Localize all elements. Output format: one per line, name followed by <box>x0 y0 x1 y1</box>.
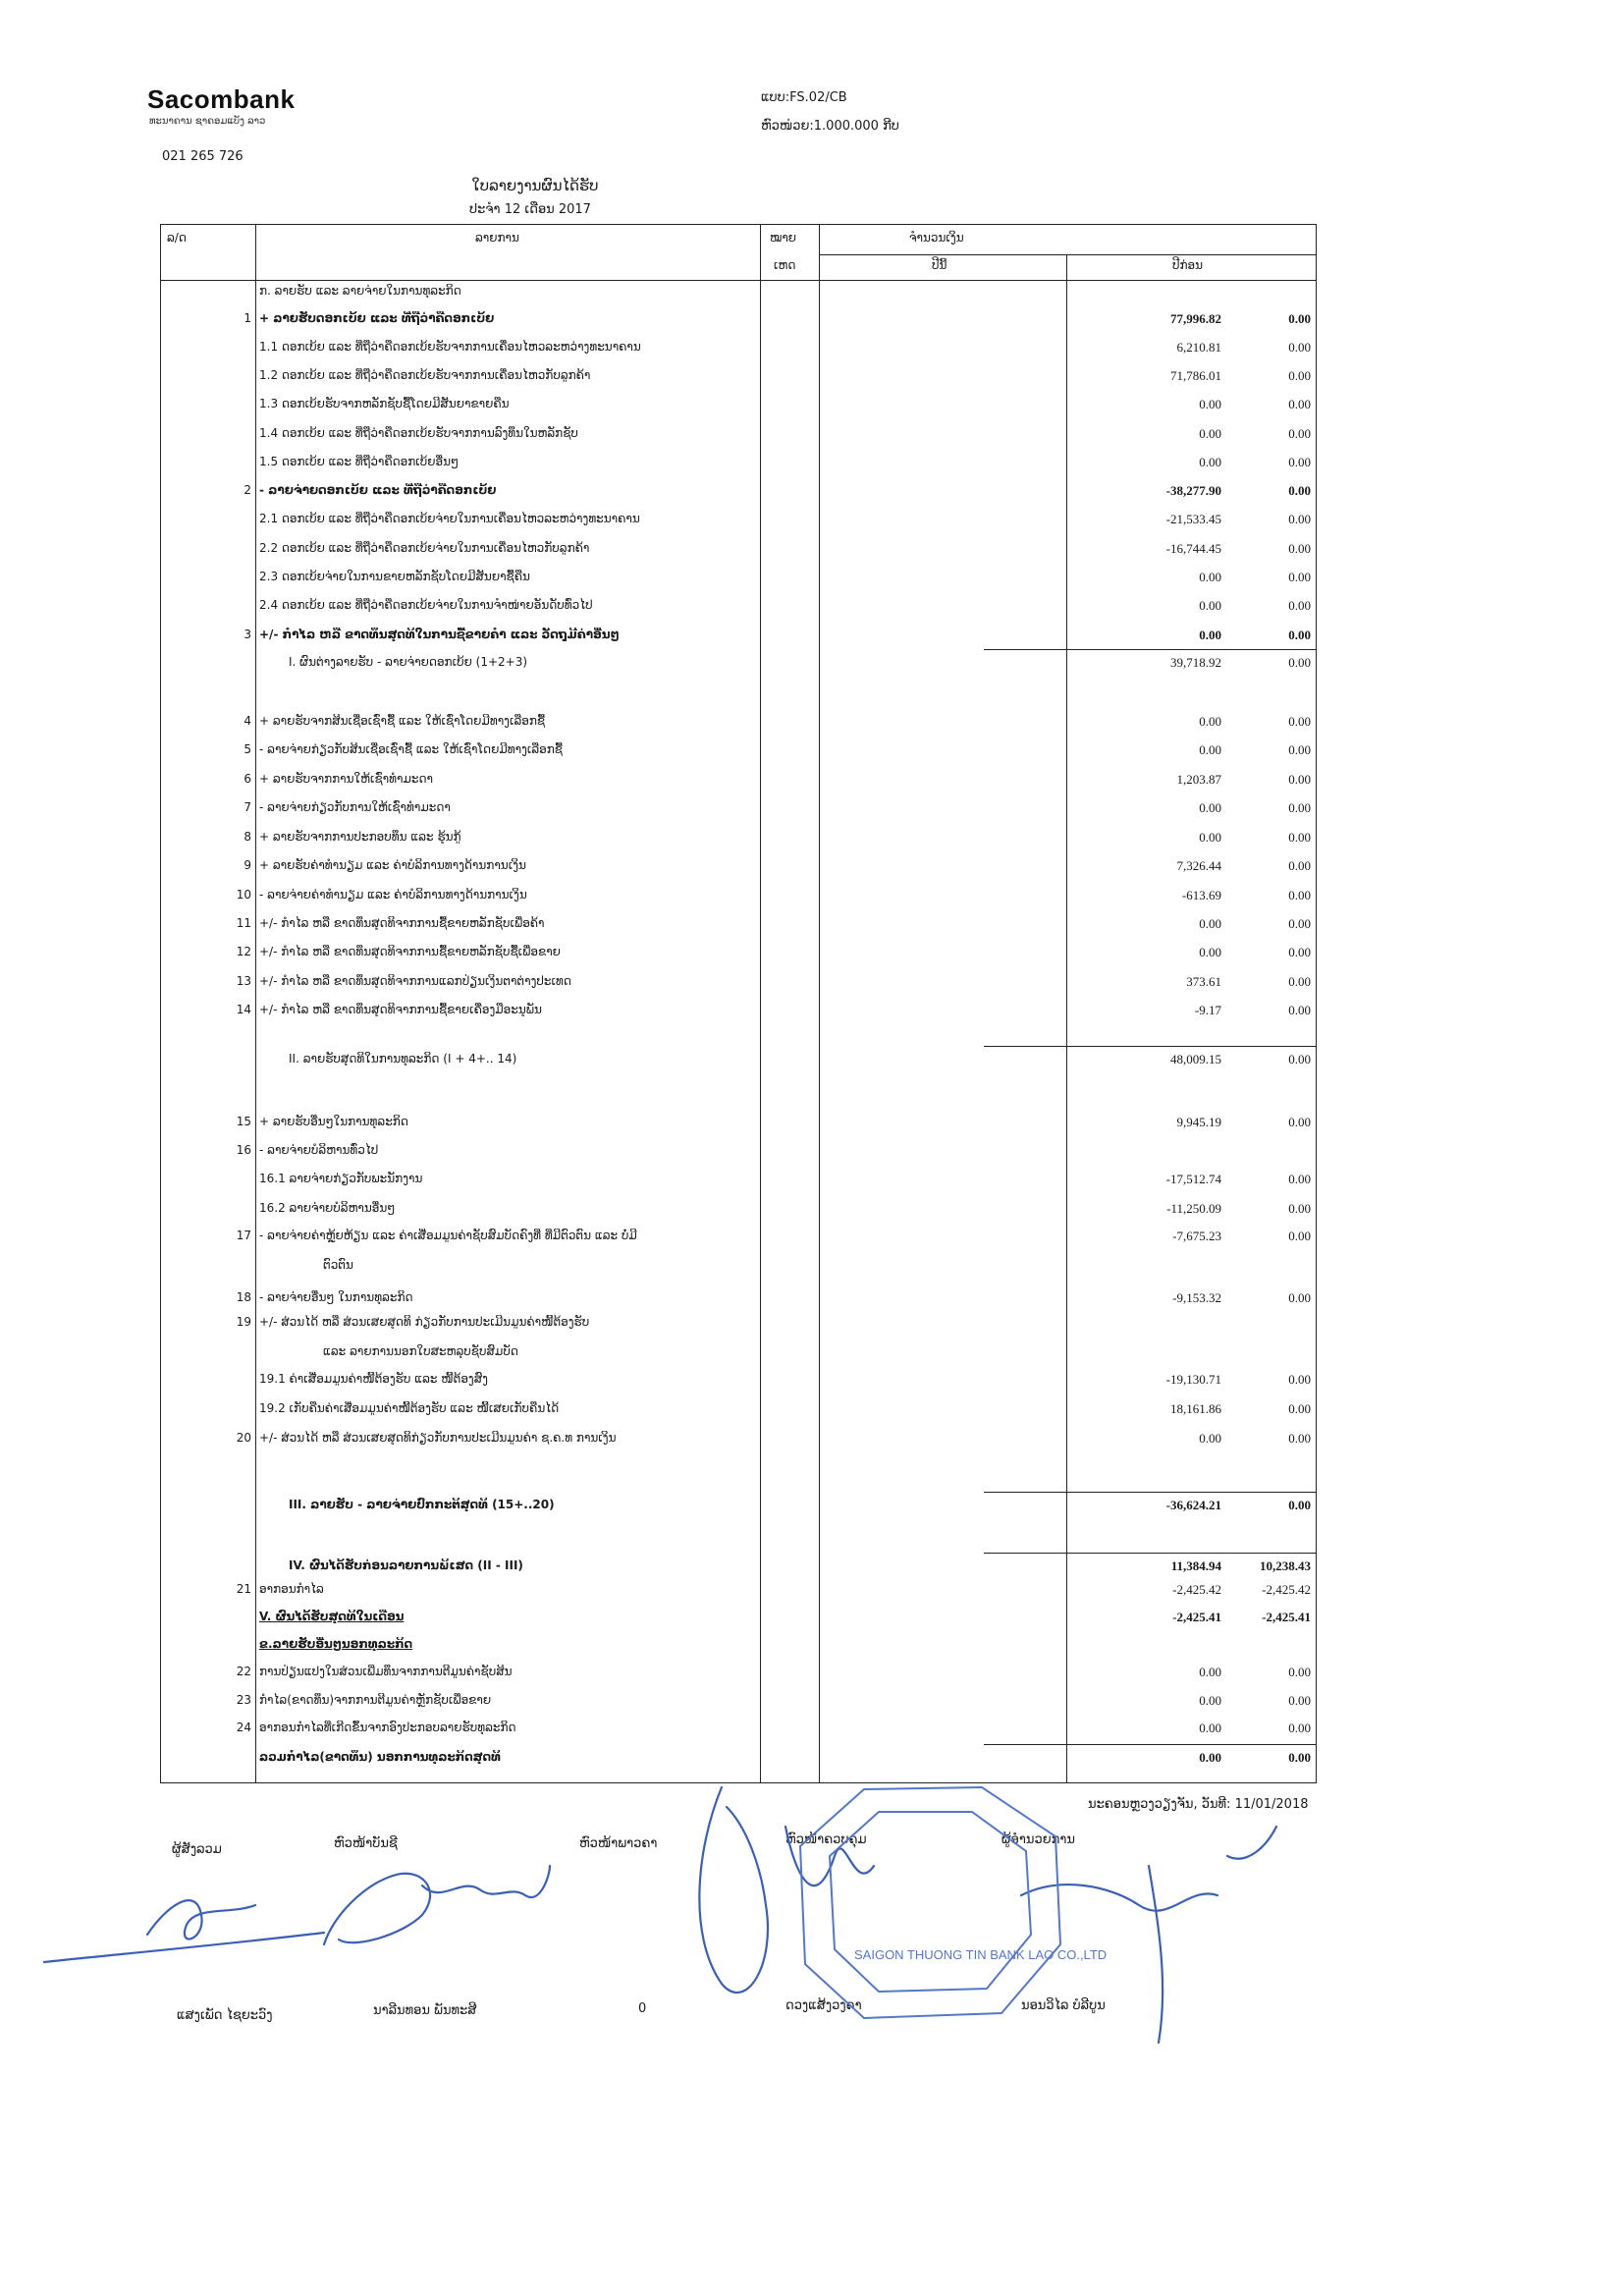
table-row <box>161 714 1318 736</box>
row-label: ອາກອນກໍາໄລທີ່ເກີດຂຶ້ນຈາກອົງປະກອບລາຍຮັບທຸລະກິດ <box>259 1721 516 1734</box>
subtotal-rule <box>984 1744 1316 1745</box>
table-row <box>161 541 1318 563</box>
row-label: - ລາຍຈ່າຍກ່ຽວກັບການໃຫ້ເຊົ່າທໍາມະດາ <box>259 800 451 814</box>
row-previous-year: 0.00 <box>1288 368 1311 383</box>
table-row <box>161 655 1318 677</box>
table-row <box>161 1201 1318 1223</box>
row-current-year: 71,786.01 <box>1170 368 1221 383</box>
subtotal-rule <box>984 649 1316 650</box>
row-label: 1.3 ດອກເບ້ຍຮັບຈາກຫລັກຊັບຊື້ໂດຍມີສັນຍາຂາຍຄືນ <box>259 397 510 410</box>
row-current-year: -19,130.71 <box>1165 1372 1221 1387</box>
row-previous-year: 0.00 <box>1288 512 1311 526</box>
row-current-year: 0.00 <box>1199 598 1221 613</box>
row-label: - ລາຍຈ່າຍດອກເບ້ຍ ແລະ ທີ່ຖືວ່າຄືດອກເບ້ຍ <box>259 483 497 497</box>
row-current-year: 0.00 <box>1199 714 1221 729</box>
header-item: ລາຍການ <box>475 231 519 245</box>
table-row <box>161 945 1318 966</box>
table-row <box>161 1401 1318 1423</box>
row-previous-year: 0.00 <box>1288 1229 1311 1243</box>
row-current-year: 0.00 <box>1199 628 1221 642</box>
row-current-year: 6,210.81 <box>1176 340 1221 355</box>
row-label: ການປ່ຽນແປງໃນສ່ວນເພີ່ມທຶນຈາກການຕີມູນຄ່າຊັບສິນ <box>259 1665 513 1678</box>
row-label: 2.4 ດອກເບ້ຍ ແລະ ທີ່ຖືວ່າຄືດອກເບ້ຍຈ່າຍໃນການຈໍາໜ່າຍອັນດັບທົ່ວໄປ <box>259 598 593 612</box>
row-number: 1 <box>243 311 251 325</box>
row-current-year: 0.00 <box>1199 1693 1221 1708</box>
row-previous-year: 0.00 <box>1288 1750 1311 1765</box>
table-row <box>161 974 1318 996</box>
table-row <box>161 1721 1318 1742</box>
table-row <box>161 1229 1318 1250</box>
table-row <box>161 1172 1318 1193</box>
table-row <box>161 368 1318 390</box>
row-label: 2.3 ດອກເບ້ຍຈ່າຍໃນການຂາຍຫລັກຊັບໂດຍມີສັນຍາຊື້ຄືນ <box>259 570 530 583</box>
table-row <box>161 397 1318 418</box>
row-previous-year: 0.00 <box>1288 397 1311 411</box>
row-current-year: 77,996.82 <box>1170 311 1221 326</box>
table-row <box>161 455 1318 476</box>
signatures-stamp-graphic <box>0 1768 1623 2062</box>
row-label: +/- ສ່ວນໄດ້ ຫລື ສ່ວນເສຍສຸດທິ ກ່ຽວກັບການປະເມີນມູນຄ່າໜີ້ຕ້ອງຮັບ <box>259 1315 590 1329</box>
table-row <box>161 1637 1318 1659</box>
sig-name-chief-accountant: ນາລີນທອນ ພັນທະສີ <box>373 2003 477 2018</box>
row-number: 10 <box>236 888 251 902</box>
table-row <box>161 1610 1318 1631</box>
header-amount: ຈໍານວນເງິນ <box>909 231 964 245</box>
table-row <box>161 284 1318 305</box>
header-previous-year: ປີກ່ອນ <box>1172 258 1204 272</box>
table-row <box>161 1498 1318 1519</box>
row-label: + ລາຍຮັບຈາກສິນເຊື່ອເຊົ່າຊື້ ແລະ ໃຫ້ເຊົ່າໂດຍມີທາງເລືອກຊື້ <box>259 714 546 728</box>
stamp-text: SAIGON THUONG TIN BANK LAO CO.,LTD <box>854 1947 1108 1962</box>
header-note-top: ໝາຍ <box>770 231 797 245</box>
row-current-year: 48,009.15 <box>1170 1052 1221 1066</box>
row-label: 1.4 ດອກເບ້ຍ ແລະ ທີ່ຖືວ່າຄືດອກເບ້ຍຮັບຈາກການລົງທຶນໃນຫລັກຊັບ <box>259 426 578 440</box>
row-previous-year: 0.00 <box>1288 916 1311 931</box>
row-previous-year: 0.00 <box>1288 340 1311 355</box>
row-label: 16.1 ລາຍຈ່າຍກ່ຽວກັບພະນັກງານ <box>259 1172 423 1185</box>
sig-name-control: ດວງແສ້ງວງຄາ <box>785 1998 862 2013</box>
subtotal-rule <box>984 1046 1316 1047</box>
row-label: ກ. ລາຍຮັບ ແລະ ລາຍຈ່າຍໃນການທຸລະກິດ <box>259 284 461 298</box>
row-number: 22 <box>236 1665 251 1678</box>
row-previous-year: -2,425.41 <box>1262 1610 1311 1624</box>
row-previous-year: 0.00 <box>1288 455 1311 469</box>
row-number: 18 <box>236 1290 251 1304</box>
row-label: +/- ກໍາໄລ ຫລື ຂາດທຶນສຸດທິຈາກການຊື້ຂາຍຫລັກຊັບເພື່ອຄ້າ <box>259 916 545 930</box>
row-label: IV. ຜົນໄດ້ຮັບກ່ອນລາຍການພິເສດ (II - III) <box>289 1558 523 1572</box>
row-previous-year: 0.00 <box>1288 1172 1311 1186</box>
row-label: 19.1 ຄ່າເສື່ອມມູນຄ່າໜີ້ຕ້ອງຮັບ ແລະ ໜີ້ຕ້ອງສົງ <box>259 1372 488 1386</box>
row-previous-year: 0.00 <box>1288 570 1311 584</box>
row-previous-year: 0.00 <box>1288 1665 1311 1679</box>
row-number: 17 <box>236 1229 251 1242</box>
table-row <box>161 830 1318 851</box>
row-label: 19.2 ເກັບຄືນຄ່າເສື່ອມມູນຄ່າໜີ້ຕ້ອງຮັບ ແລະ ໜີ້ເສຍເກັບຄືນໄດ້ <box>259 1401 560 1415</box>
row-current-year: -2,425.42 <box>1172 1582 1221 1597</box>
row-previous-year: 0.00 <box>1288 1290 1311 1305</box>
row-number: 11 <box>236 916 251 930</box>
table-row <box>161 311 1318 333</box>
table-row <box>161 1431 1318 1452</box>
row-previous-year: 0.00 <box>1288 714 1311 729</box>
report-date: ນະຄອນຫຼວງວຽງຈັນ, ວັນທີ: 11/01/2018 <box>1088 1797 1309 1812</box>
table-row <box>161 1558 1318 1580</box>
row-current-year: 0.00 <box>1199 945 1221 959</box>
row-previous-year: 0.00 <box>1288 1721 1311 1735</box>
row-previous-year: 0.00 <box>1288 974 1311 989</box>
row-number: 7 <box>243 800 251 814</box>
subtotal-rule <box>984 1553 1316 1554</box>
row-previous-year: 0.00 <box>1288 742 1311 757</box>
row-number: 5 <box>243 742 251 756</box>
row-previous-year: 0.00 <box>1288 1201 1311 1216</box>
row-number: 13 <box>236 974 251 988</box>
row-previous-year: 0.00 <box>1288 1115 1311 1129</box>
row-previous-year: 0.00 <box>1288 1401 1311 1416</box>
row-current-year: 1,203.87 <box>1176 772 1221 787</box>
row-current-year: 9,945.19 <box>1176 1115 1221 1129</box>
form-code: ແບບ:FS.02/CB <box>761 90 847 105</box>
row-current-year: 0.00 <box>1199 800 1221 815</box>
row-label: + ລາຍຮັບດອກເບ້ຍ ແລະ ທີ່ຖືວ່າຄືດອກເບ້ຍ <box>259 311 495 325</box>
table-row <box>161 1143 1318 1165</box>
bank-logo-subtitle: ທະນາຄານ ຊາຄອມແບັງ ລາວ <box>149 116 266 127</box>
row-current-year: -9.17 <box>1194 1003 1221 1017</box>
table-row <box>161 1372 1318 1394</box>
row-previous-year: 0.00 <box>1288 628 1311 642</box>
row-label: 2.1 ດອກເບ້ຍ ແລະ ທີ່ຖືວ່າຄືດອກເບ້ຍຈ່າຍໃນການເຄື່ອນໄຫວລະຫວ່າງທະນາຄານ <box>259 512 640 525</box>
row-previous-year: 0.00 <box>1288 541 1311 556</box>
row-previous-year: 0.00 <box>1288 888 1311 902</box>
row-current-year: 18,161.86 <box>1170 1401 1221 1416</box>
row-label: ກໍາໄລ(ຂາດທຶນ)ຈາກການຕີມູນຄ່າຫຼັກຊັບເພື່ອຂາຍ <box>259 1693 492 1707</box>
row-previous-year: 0.00 <box>1288 1693 1311 1708</box>
table-row <box>161 512 1318 533</box>
row-label: + ລາຍຮັບຄ່າທໍານຽມ ແລະ ຄ່າບໍລິການທາງດ້ານການເງິນ <box>259 858 526 872</box>
table-row <box>161 1665 1318 1686</box>
table-row <box>161 426 1318 448</box>
row-label: +/- ກໍາໄລ ຫລື ຂາດທຶນສຸດທິໃນການຊື້ຂາຍຄໍາ ແລະ ວັດຖຸມີຄ່າອື່ນໆ <box>259 628 620 641</box>
row-current-year: -16,744.45 <box>1165 541 1221 556</box>
sig-name-preparer: ແສງເພັດ ໄຊຍະວົງ <box>177 2008 273 2023</box>
row-number: 15 <box>236 1115 251 1128</box>
row-current-year: 0.00 <box>1199 397 1221 411</box>
row-label: + ລາຍຮັບອື່ນໆໃນການທຸລະກິດ <box>259 1115 408 1128</box>
row-current-year: 0.00 <box>1199 455 1221 469</box>
row-label: I. ຜົນຕ່າງລາຍຮັບ - ລາຍຈ່າຍດອກເບ້ຍ (1+2+3) <box>289 655 528 669</box>
row-previous-year: 0.00 <box>1288 1431 1311 1446</box>
table-row <box>161 1258 1318 1280</box>
row-label: - ລາຍຈ່າຍຄ່າຫຼຸ້ຍຫ້ຽນ ແລະ ຄ່າເສື່ອມມູນຄ່າຊັບສົມບັດຄົງທີ່ ທີ່ມີຕົວຕົນ ແລະ ບໍ່ມີ <box>259 1229 637 1242</box>
row-label: 1.5 ດອກເບ້ຍ ແລະ ທີ່ຖືວ່າຄືດອກເບ້ຍອື່ນໆ <box>259 455 460 468</box>
row-current-year: -38,277.90 <box>1165 483 1221 498</box>
row-current-year: -36,624.21 <box>1165 1498 1221 1512</box>
row-number: 9 <box>243 858 251 872</box>
row-current-year: 0.00 <box>1199 1721 1221 1735</box>
row-current-year: -17,512.74 <box>1165 1172 1221 1186</box>
table-row <box>161 570 1318 591</box>
row-number: 3 <box>243 628 251 641</box>
row-label: II. ລາຍຮັບສຸດທິໃນການທຸລະກິດ (I + 4+.. 14) <box>289 1052 517 1066</box>
row-label: ລວມກໍາໄລ(ຂາດທຶນ) ນອກການທຸລະກິດສຸດທິ <box>259 1750 501 1764</box>
row-number: 23 <box>236 1693 251 1707</box>
row-current-year: 0.00 <box>1199 1665 1221 1679</box>
row-current-year: 0.00 <box>1199 1431 1221 1446</box>
row-label: 2.2 ດອກເບ້ຍ ແລະ ທີ່ຖືວ່າຄືດອກເບ້ຍຈ່າຍໃນການເຄື່ອນໄຫວກັບລູກຄ້າ <box>259 541 590 555</box>
row-label: 1.1 ດອກເບ້ຍ ແລະ ທີ່ຖືວ່າຄືດອກເບ້ຍຮັບຈາກການເຄື່ອນໄຫວລະຫວ່າງທະນາຄານ <box>259 340 641 354</box>
row-previous-year: 0.00 <box>1288 598 1311 613</box>
row-current-year: -2,425.41 <box>1172 1610 1221 1624</box>
row-label: - ລາຍຈ່າຍກ່ຽວກັບສິນເຊື່ອເຊົ່າຊື້ ແລະ ໃຫ້ເຊົ່າໂດຍມີທາງເລືອກຊື້ <box>259 742 563 756</box>
row-label: +/- ສ່ວນໄດ້ ຫລື ສ່ວນເສຍສຸດທິກ່ຽວກັບການປະເມີນມູນຄ່າ ຊ.ຄ.ທ ການເງິນ <box>259 1431 617 1445</box>
table-row <box>161 800 1318 822</box>
row-previous-year: 0.00 <box>1288 311 1311 326</box>
row-number: 12 <box>236 945 251 958</box>
phone-number: 021 265 726 <box>162 149 243 164</box>
table-row <box>161 1115 1318 1136</box>
table-row <box>161 1693 1318 1715</box>
sig-label-director: ຜູ້ອໍານວຍການ <box>1001 1832 1075 1847</box>
sig-label-control: ຫົວໜ້າຄວບຄຸມ <box>785 1832 867 1847</box>
row-previous-year: 0.00 <box>1288 830 1311 845</box>
row-previous-year: 0.00 <box>1288 858 1311 873</box>
row-label: 1.2 ດອກເບ້ຍ ແລະ ທີ່ຖືວ່າຄືດອກເບ້ຍຮັບຈາກການເຄື່ອນໄຫວກັບລູກຄ້າ <box>259 368 591 382</box>
row-label: ອາກອນກໍາໄລ <box>259 1582 324 1596</box>
row-label: ຂ.ລາຍຮັບອື່ນໆນອກທຸລະກິດ <box>259 1637 413 1651</box>
row-previous-year: 0.00 <box>1288 1052 1311 1066</box>
row-label: - ລາຍຈ່າຍຄ່າທໍານຽມ ແລະ ຄ່າບໍລິການທາງດ້ານການເງິນ <box>259 888 527 902</box>
row-current-year: 0.00 <box>1199 916 1221 931</box>
row-previous-year: -2,425.42 <box>1262 1582 1311 1597</box>
row-current-year: 0.00 <box>1199 570 1221 584</box>
row-label: V. ຜົນໄດ້ຮັບສຸດທິໃນເດືອນ <box>259 1610 405 1623</box>
row-label: +/- ກໍາໄລ ຫລື ຂາດທຶນສຸດທິຈາກການແລກປ່ຽນເງິນຕາຕ່າງປະເທດ <box>259 974 571 988</box>
row-label: ແລະ ລາຍການນອກໃບສະຫລຸບຊັບສົມບັດ <box>323 1344 518 1358</box>
row-label: + ລາຍຮັບຈາກການໃຫ້ເຊົ່າທໍາມະດາ <box>259 772 433 786</box>
row-previous-year: 10,238.43 <box>1260 1558 1311 1573</box>
report-period: ປະຈໍາ 12 ເດືອນ 2017 <box>469 202 591 217</box>
row-previous-year: 0.00 <box>1288 1498 1311 1512</box>
currency-unit: ຫົວໜ່ວຍ:1.000.000 ກີບ <box>761 119 899 134</box>
table-row <box>161 1344 1318 1366</box>
report-title: ໃບລາຍງານຜົນໄດ້ຮັບ <box>471 177 599 194</box>
row-previous-year: 0.00 <box>1288 655 1311 670</box>
row-number: 4 <box>243 714 251 728</box>
row-label: +/- ກໍາໄລ ຫລື ຂາດທຶນສຸດທິຈາກການຊື້ຂາຍຫລັກຊັບຊື້ເພື່ອຂາຍ <box>259 945 561 958</box>
row-current-year: 11,384.94 <box>1170 1558 1221 1573</box>
sig-label-preparer: ຜູ້ສັງລວມ <box>172 1842 222 1857</box>
row-number: 14 <box>236 1003 251 1016</box>
header-current-year: ປີນີ້ <box>932 258 947 272</box>
table-row <box>161 772 1318 793</box>
row-current-year: -21,533.45 <box>1165 512 1221 526</box>
row-current-year: 39,718.92 <box>1170 655 1221 670</box>
sig-name-zero: 0 <box>638 2001 647 2016</box>
row-label: - ລາຍຈ່າຍບໍລິຫານທົ່ວໄປ <box>259 1143 379 1157</box>
table-row <box>161 1315 1318 1337</box>
table-row <box>161 916 1318 938</box>
sig-label-chief-accountant: ຫົວໜ້າບັນຊີ <box>334 1836 398 1851</box>
header-note-bottom: ເຫດ <box>774 258 796 272</box>
row-label: + ລາຍຮັບຈາກການປະກອບທຶນ ແລະ ຮຸ້ນກູ້ <box>259 830 461 844</box>
table-row <box>161 1290 1318 1312</box>
row-number: 20 <box>236 1431 251 1445</box>
row-current-year: 0.00 <box>1199 1750 1221 1765</box>
header-no: ລ/ດ <box>167 231 187 245</box>
subtotal-rule <box>984 1492 1316 1493</box>
sig-label-treasury: ຫົວໜ້າພາວຄາ <box>579 1836 658 1851</box>
table-row <box>161 598 1318 620</box>
row-label: - ລາຍຈ່າຍອື່ນໆ ໃນການທຸລະກິດ <box>259 1290 413 1304</box>
row-number: 19 <box>236 1315 251 1329</box>
table-row <box>161 1052 1318 1073</box>
table-row <box>161 742 1318 764</box>
row-previous-year: 0.00 <box>1288 483 1311 498</box>
row-number: 2 <box>243 483 251 497</box>
row-number: 24 <box>236 1721 251 1734</box>
row-current-year: 373.61 <box>1186 974 1221 989</box>
table-row <box>161 483 1318 505</box>
row-number: 21 <box>236 1582 251 1596</box>
row-label: +/- ກໍາໄລ ຫລື ຂາດທຶນສຸດທິຈາກການຊື້ຂາຍເຄື່ອງມືອະນຸພັນ <box>259 1003 542 1016</box>
row-label: III. ລາຍຮັບ - ລາຍຈ່າຍປົກກະຕິສຸດທິ (15+..20) <box>289 1498 555 1511</box>
row-number: 16 <box>236 1143 251 1157</box>
row-current-year: 0.00 <box>1199 742 1221 757</box>
income-statement-table <box>160 224 1317 1783</box>
table-row <box>161 888 1318 909</box>
bank-logo: Sacombank <box>147 84 296 114</box>
row-number: 6 <box>243 772 251 786</box>
table-row <box>161 340 1318 361</box>
row-previous-year: 0.00 <box>1288 426 1311 441</box>
table-row <box>161 1003 1318 1024</box>
row-current-year: -613.69 <box>1181 888 1221 902</box>
row-previous-year: 0.00 <box>1288 800 1311 815</box>
table-row <box>161 1582 1318 1604</box>
row-current-year: -11,250.09 <box>1166 1201 1221 1216</box>
row-previous-year: 0.00 <box>1288 772 1311 787</box>
row-previous-year: 0.00 <box>1288 1372 1311 1387</box>
row-current-year: 7,326.44 <box>1176 858 1221 873</box>
row-label: 16.2 ລາຍຈ່າຍບໍລິຫານອື່ນໆ <box>259 1201 396 1215</box>
row-current-year: -9,153.32 <box>1172 1290 1221 1305</box>
row-number: 8 <box>243 830 251 844</box>
table-row <box>161 858 1318 880</box>
row-current-year: -7,675.23 <box>1172 1229 1221 1243</box>
row-current-year: 0.00 <box>1199 426 1221 441</box>
row-previous-year: 0.00 <box>1288 945 1311 959</box>
row-current-year: 0.00 <box>1199 830 1221 845</box>
row-label: ຕົວຕົນ <box>323 1258 353 1272</box>
table-row <box>161 628 1318 649</box>
row-previous-year: 0.00 <box>1288 1003 1311 1017</box>
sig-name-director: ນອນວິໄລ ບໍລີບູນ <box>1021 1998 1106 2013</box>
